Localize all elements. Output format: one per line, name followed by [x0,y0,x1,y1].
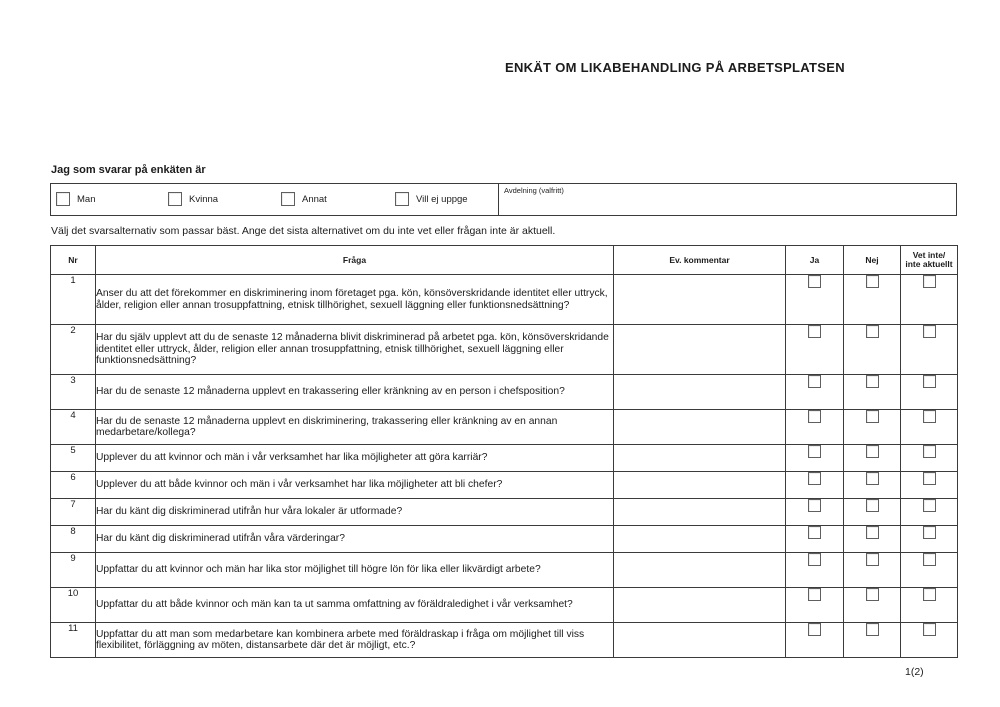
row-4-vet-inte-checkbox[interactable] [923,410,936,423]
vet-inte-cell [901,623,958,658]
comment-cell[interactable] [614,275,786,325]
vet-inte-cell [901,375,958,410]
ja-cell [786,499,844,526]
nej-cell [844,553,901,588]
question-text: Har du känt dig diskriminerad utifrån hur våra lokaler är utformade? [96,499,614,526]
question-text: Har du de senaste 12 månaderna upplevt en trakassering eller kränkning av en person i chefsposition? [96,375,614,410]
nej-cell [844,623,901,658]
table-row-4 [51,410,958,445]
ja-cell [786,472,844,499]
vet-inte-cell [901,499,958,526]
row-5-vet-inte-checkbox[interactable] [923,445,936,458]
row-11-nej-checkbox[interactable] [866,623,879,636]
question-text: Uppfattar du att kvinnor och män har lika stor möjlighet till högre lön för lika eller likvärdigt arbete? [96,553,614,588]
comment-cell[interactable] [614,375,786,410]
nej-cell [844,375,901,410]
comment-cell[interactable] [614,526,786,553]
row-1-ja-checkbox[interactable] [808,275,821,288]
ja-cell [786,526,844,553]
nej-cell [844,445,901,472]
ja-cell [786,623,844,658]
row-7-nej-checkbox[interactable] [866,499,879,512]
question-number: 2 [51,325,96,375]
question-text: Anser du att det förekommer en diskriminering inom företaget pga. kön, könsöverskridande identitet eller uttryck, ålder, religion eller annan trosuppfattning, etnisk tillhörighet, sexuell läggning eller funktionsnedsättning? [96,275,614,325]
question-number: 4 [51,410,96,445]
question-number: 9 [51,553,96,588]
row-10-vet-inte-checkbox[interactable] [923,588,936,601]
table-row-8 [51,526,958,553]
comment-cell[interactable] [614,499,786,526]
page-number: 1(2) [905,666,924,678]
table-row-3 [51,375,958,410]
row-2-vet-inte-checkbox[interactable] [923,325,936,338]
vet-inte-cell [901,472,958,499]
table-row-2 [51,325,958,375]
nej-cell [844,275,901,325]
question-text: Upplever du att kvinnor och män i vår verksamhet har lika möjligheter att göra karriär? [96,445,614,472]
row-9-ja-checkbox[interactable] [808,553,821,566]
question-number: 3 [51,375,96,410]
page-title: ENKÄT OM LIKABEHANDLING PÅ ARBETSPLATSEN [505,60,845,75]
comment-cell[interactable] [614,445,786,472]
man-checkbox[interactable] [56,192,70,206]
vet-inte-cell [901,325,958,375]
table-row-9 [51,553,958,588]
ja-cell [786,445,844,472]
question-number: 5 [51,445,96,472]
table-row-10 [51,588,958,623]
kvinna-label: Kvinna [189,193,219,205]
ja-cell [786,410,844,445]
instruction-text: Välj det svarsalternativ som passar bäst. Ange det sista alternativet om du inte vet eller frågan inte är aktuell. [51,225,556,237]
question-text: Har du de senaste 12 månaderna upplevt en diskriminering, trakassering eller kränkning av en annan medarbetare/kollega? [96,410,614,445]
survey-table [50,245,958,658]
question-number: 8 [51,526,96,553]
respondent-heading: Jag som svarar på enkäten är [51,164,206,176]
row-3-nej-checkbox[interactable] [866,375,879,388]
question-text: Har du känt dig diskriminerad utifrån våra värderingar? [96,526,614,553]
comment-cell[interactable] [614,623,786,658]
respondent-option-vill-ej-uppge [395,192,468,206]
nej-cell [844,325,901,375]
header-nej: Nej [844,246,901,275]
vet-inte-cell [901,275,958,325]
row-4-ja-checkbox[interactable] [808,410,821,423]
row-2-ja-checkbox[interactable] [808,325,821,338]
row-10-nej-checkbox[interactable] [866,588,879,601]
respondent-option-kvinna [168,192,218,206]
row-6-nej-checkbox[interactable] [866,472,879,485]
row-2-nej-checkbox[interactable] [866,325,879,338]
row-5-ja-checkbox[interactable] [808,445,821,458]
row-5-nej-checkbox[interactable] [866,445,879,458]
vet-inte-cell [901,445,958,472]
question-text: Uppfattar du att man som medarbetare kan kombinera arbete med föräldraskap i fråga om möjlighet till viss flexibilitet, förläggning av möten, distansarbete där det är möjligt, etc.? [96,623,614,658]
question-number: 1 [51,275,96,325]
nej-cell [844,588,901,623]
department-label: Avdelning (valfritt) [504,186,564,195]
ja-cell [786,553,844,588]
row-10-ja-checkbox[interactable] [808,588,821,601]
department-field[interactable] [499,184,956,215]
comment-cell[interactable] [614,588,786,623]
question-text: Upplever du att både kvinnor och män i vår verksamhet har lika möjligheter att bli chefer? [96,472,614,499]
row-6-vet-inte-checkbox[interactable] [923,472,936,485]
row-1-nej-checkbox[interactable] [866,275,879,288]
question-number: 10 [51,588,96,623]
respondent-option-annat [281,192,327,206]
row-11-vet-inte-checkbox[interactable] [923,623,936,636]
vet-inte-cell [901,410,958,445]
vill-ej-uppge-label: Vill ej uppge [416,193,468,205]
vill-ej-uppge-checkbox[interactable] [395,192,409,206]
row-4-nej-checkbox[interactable] [866,410,879,423]
comment-cell[interactable] [614,325,786,375]
nej-cell [844,526,901,553]
nej-cell [844,472,901,499]
header-vet-inte: Vet inte/ inte aktuellt [901,246,958,275]
question-text: Har du själv upplevt att du de senaste 12 månaderna blivit diskriminerad på arbetet pga. kön, könsöverskridande identitet eller uttryck, ålder, religion eller annan trosuppfattning, etnisk tillhörighet, sexuell läggning eller funktionsnedsättning? [96,325,614,375]
ja-cell [786,588,844,623]
row-7-vet-inte-checkbox[interactable] [923,499,936,512]
row-8-ja-checkbox[interactable] [808,526,821,539]
respondent-box [50,183,957,216]
question-number: 6 [51,472,96,499]
header-comment: Ev. kommentar [614,246,786,275]
row-7-ja-checkbox[interactable] [808,499,821,512]
comment-cell[interactable] [614,472,786,499]
ja-cell [786,275,844,325]
gender-options-cell [51,184,499,215]
table-header-row [51,246,958,275]
row-6-ja-checkbox[interactable] [808,472,821,485]
respondent-option-man [56,192,95,206]
row-11-ja-checkbox[interactable] [808,623,821,636]
kvinna-checkbox[interactable] [168,192,182,206]
annat-checkbox[interactable] [281,192,295,206]
nej-cell [844,499,901,526]
row-9-nej-checkbox[interactable] [866,553,879,566]
comment-cell[interactable] [614,553,786,588]
header-ja: Ja [786,246,844,275]
annat-label: Annat [302,193,327,205]
table-row-11 [51,623,958,658]
question-text: Uppfattar du att både kvinnor och män kan ta ut samma omfattning av föräldraledighet i vår verksamhet? [96,588,614,623]
table-row-1 [51,275,958,325]
nej-cell [844,410,901,445]
row-1-vet-inte-checkbox[interactable] [923,275,936,288]
header-question: Fråga [96,246,614,275]
row-9-vet-inte-checkbox[interactable] [923,553,936,566]
question-number: 11 [51,623,96,658]
table-row-6 [51,472,958,499]
comment-cell[interactable] [614,410,786,445]
ja-cell [786,375,844,410]
man-label: Man [77,193,96,205]
row-8-vet-inte-checkbox[interactable] [923,526,936,539]
table-row-5 [51,445,958,472]
vet-inte-cell [901,526,958,553]
header-nr: Nr [51,246,96,275]
table-row-7 [51,499,958,526]
question-number: 7 [51,499,96,526]
row-8-nej-checkbox[interactable] [866,526,879,539]
vet-inte-cell [901,553,958,588]
ja-cell [786,325,844,375]
row-3-vet-inte-checkbox[interactable] [923,375,936,388]
row-3-ja-checkbox[interactable] [808,375,821,388]
vet-inte-cell [901,588,958,623]
